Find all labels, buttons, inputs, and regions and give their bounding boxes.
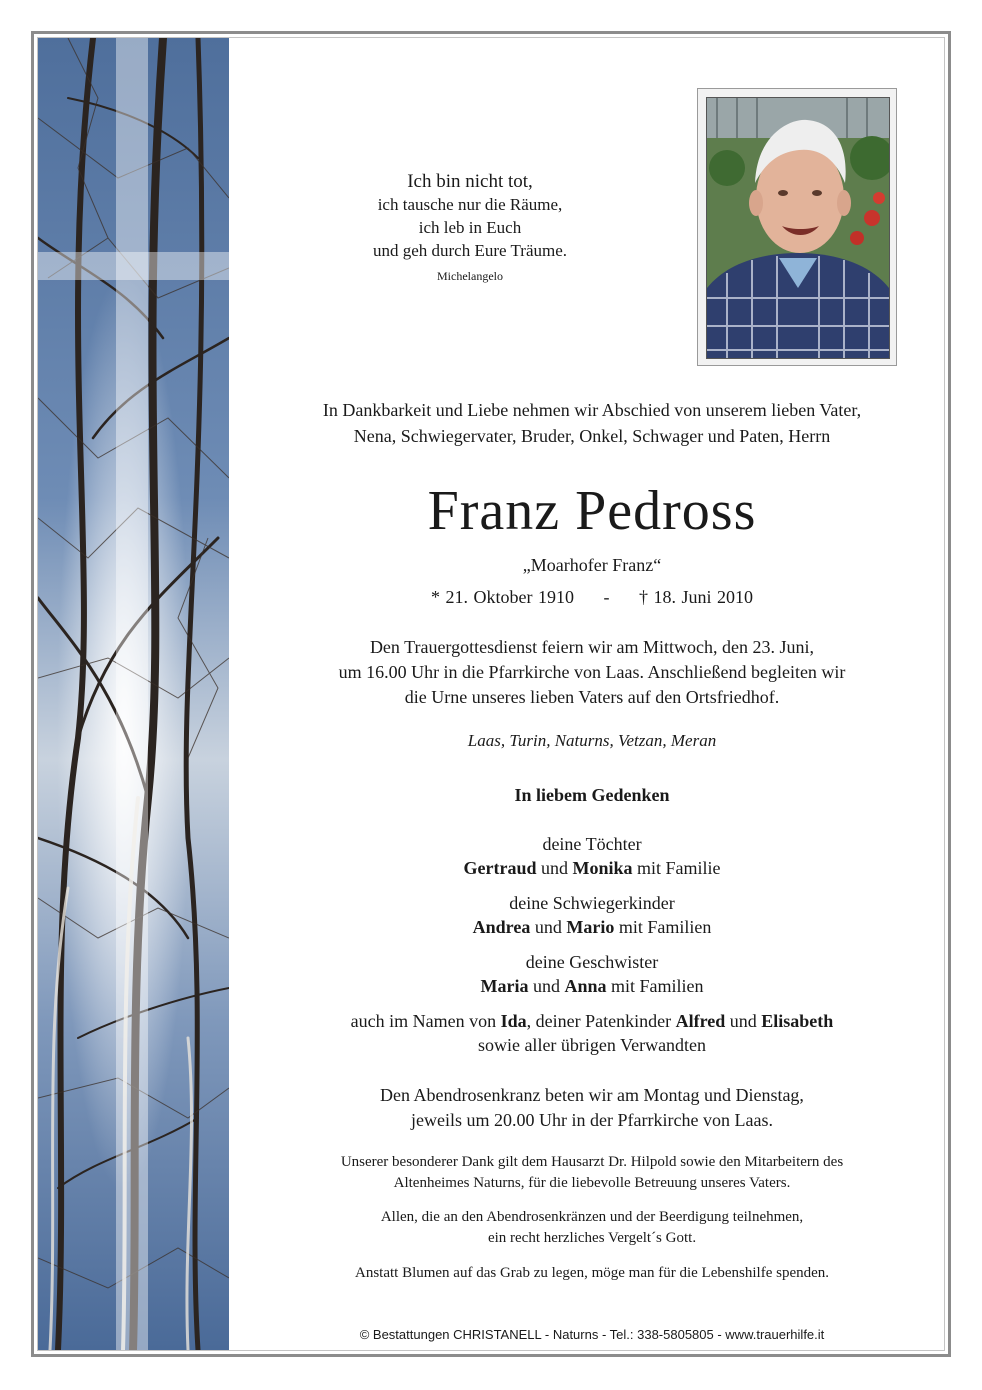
service-line-2: um 16.00 Uhr in die Pfarrkirche von Laas. Anschließend begleiten wir (338, 662, 846, 682)
inlaws-label: deine Schwiegerkinder (509, 893, 675, 913)
also-elisabeth: Elisabeth (761, 1011, 834, 1031)
quote-line-1: Ich bin nicht tot, (407, 171, 533, 192)
thanks-line-4: ein recht herzliches Vergelt´s Gott. (487, 1230, 697, 1246)
conjunction: und (534, 917, 562, 937)
conjunction: und (729, 1011, 757, 1031)
tree-cross-image (38, 38, 229, 1350)
quote-line-3: ich leb in Euch (418, 218, 522, 237)
footer-credit: © Bestattungen CHRISTANELL - Naturns - Tel.: 338-5805805 - www.trauerhilfe.it (359, 1327, 825, 1342)
family-others (262, 1009, 922, 1057)
also-mid: , deiner Patenkinder (526, 1011, 672, 1031)
family-siblings (262, 950, 922, 998)
quote-line-2: ich tausche nur die Räume, (377, 195, 563, 214)
rosary-text (262, 1083, 922, 1133)
inlaws-names (262, 915, 922, 939)
thanks-line-2: Altenheimes Naturns, für die liebevolle Betreuung unseres Vaters. (393, 1175, 791, 1191)
birth-date: * 21. Oktober 1910 (431, 587, 574, 607)
tree-cross-illustration (38, 38, 229, 1350)
also-alfred: Alfred (675, 1011, 726, 1031)
service-line-1: Den Trauergottesdienst feiern wir am Mittwoch, den 23. Juni, (369, 637, 815, 657)
memory-heading: In liebem Gedenken (514, 785, 670, 805)
date-separator: - (603, 587, 610, 607)
places-list: Laas, Turin, Naturns, Vetzan, Meran (467, 731, 717, 750)
conjunction: und (540, 858, 568, 878)
life-dates (262, 585, 922, 609)
rosary-line-2: jeweils um 20.00 Uhr in der Pfarrkirche von Laas. (411, 1110, 773, 1130)
sibling-2: Anna (564, 976, 607, 996)
portrait-photo-frame (697, 88, 897, 366)
quote-line-4: und geh durch Eure Träume. (372, 241, 568, 260)
conjunction: und (532, 976, 560, 996)
family-inlaws (262, 891, 922, 939)
rosary-line-1: Den Abendrosenkranz beten wir am Montag und Dienstag, (380, 1085, 804, 1105)
also-prefix: auch im Namen von (350, 1011, 497, 1031)
relatives-line: sowie aller übrigen Verwandten (477, 1035, 707, 1055)
also-in-name-of (262, 1009, 922, 1033)
thanks-line-3: Allen, die an den Abendrosenkränzen und der Beerdigung teilnehmen, (380, 1209, 804, 1225)
thanks-doctor (262, 1152, 922, 1194)
deceased-name: Franz Pedross (427, 480, 757, 542)
death-date: † 18. Juni 2010 (638, 587, 753, 607)
service-line-3: die Urne unseres lieben Vaters auf den Ortsfriedhof. (404, 687, 780, 707)
funeral-service-text (262, 635, 922, 710)
siblings-label: deine Geschwister (525, 952, 659, 972)
inlaws-suffix: mit Familien (618, 917, 712, 937)
also-ida: Ida (500, 1011, 527, 1031)
sibling-1: Maria (480, 976, 529, 996)
intro-line-1: In Dankbarkeit und Liebe nehmen wir Abschied von unserem lieben Vater, (322, 400, 862, 420)
portrait-photo (706, 97, 890, 359)
daughters-names (262, 856, 922, 880)
deceased-nickname: „Moarhofer Franz“ (522, 555, 662, 575)
siblings-names (262, 974, 922, 998)
daughters-suffix: mit Familie (637, 858, 721, 878)
siblings-suffix: mit Familien (611, 976, 704, 996)
family-daughters (262, 832, 922, 880)
quote-author: Michelangelo (437, 269, 503, 283)
daughter-2: Monika (572, 858, 633, 878)
daughter-1: Gertraud (463, 858, 537, 878)
intro-text (262, 397, 922, 449)
quote-block (310, 170, 630, 288)
inlaw-2: Mario (566, 917, 615, 937)
thanks-line-1: Unserer besonderer Dank gilt dem Hausarzt Dr. Hilpold sowie den Mitarbeitern des (340, 1154, 844, 1170)
donation-note: Anstatt Blumen auf das Grab zu legen, möge man für die Lebenshilfe spenden. (354, 1265, 830, 1281)
inlaw-1: Andrea (472, 917, 531, 937)
intro-line-2: Nena, Schwiegervater, Bruder, Onkel, Schwager und Paten, Herrn (353, 426, 831, 446)
portrait-illustration (707, 98, 889, 358)
thanks-attendees (262, 1207, 922, 1249)
daughters-label: deine Töchter (542, 834, 642, 854)
